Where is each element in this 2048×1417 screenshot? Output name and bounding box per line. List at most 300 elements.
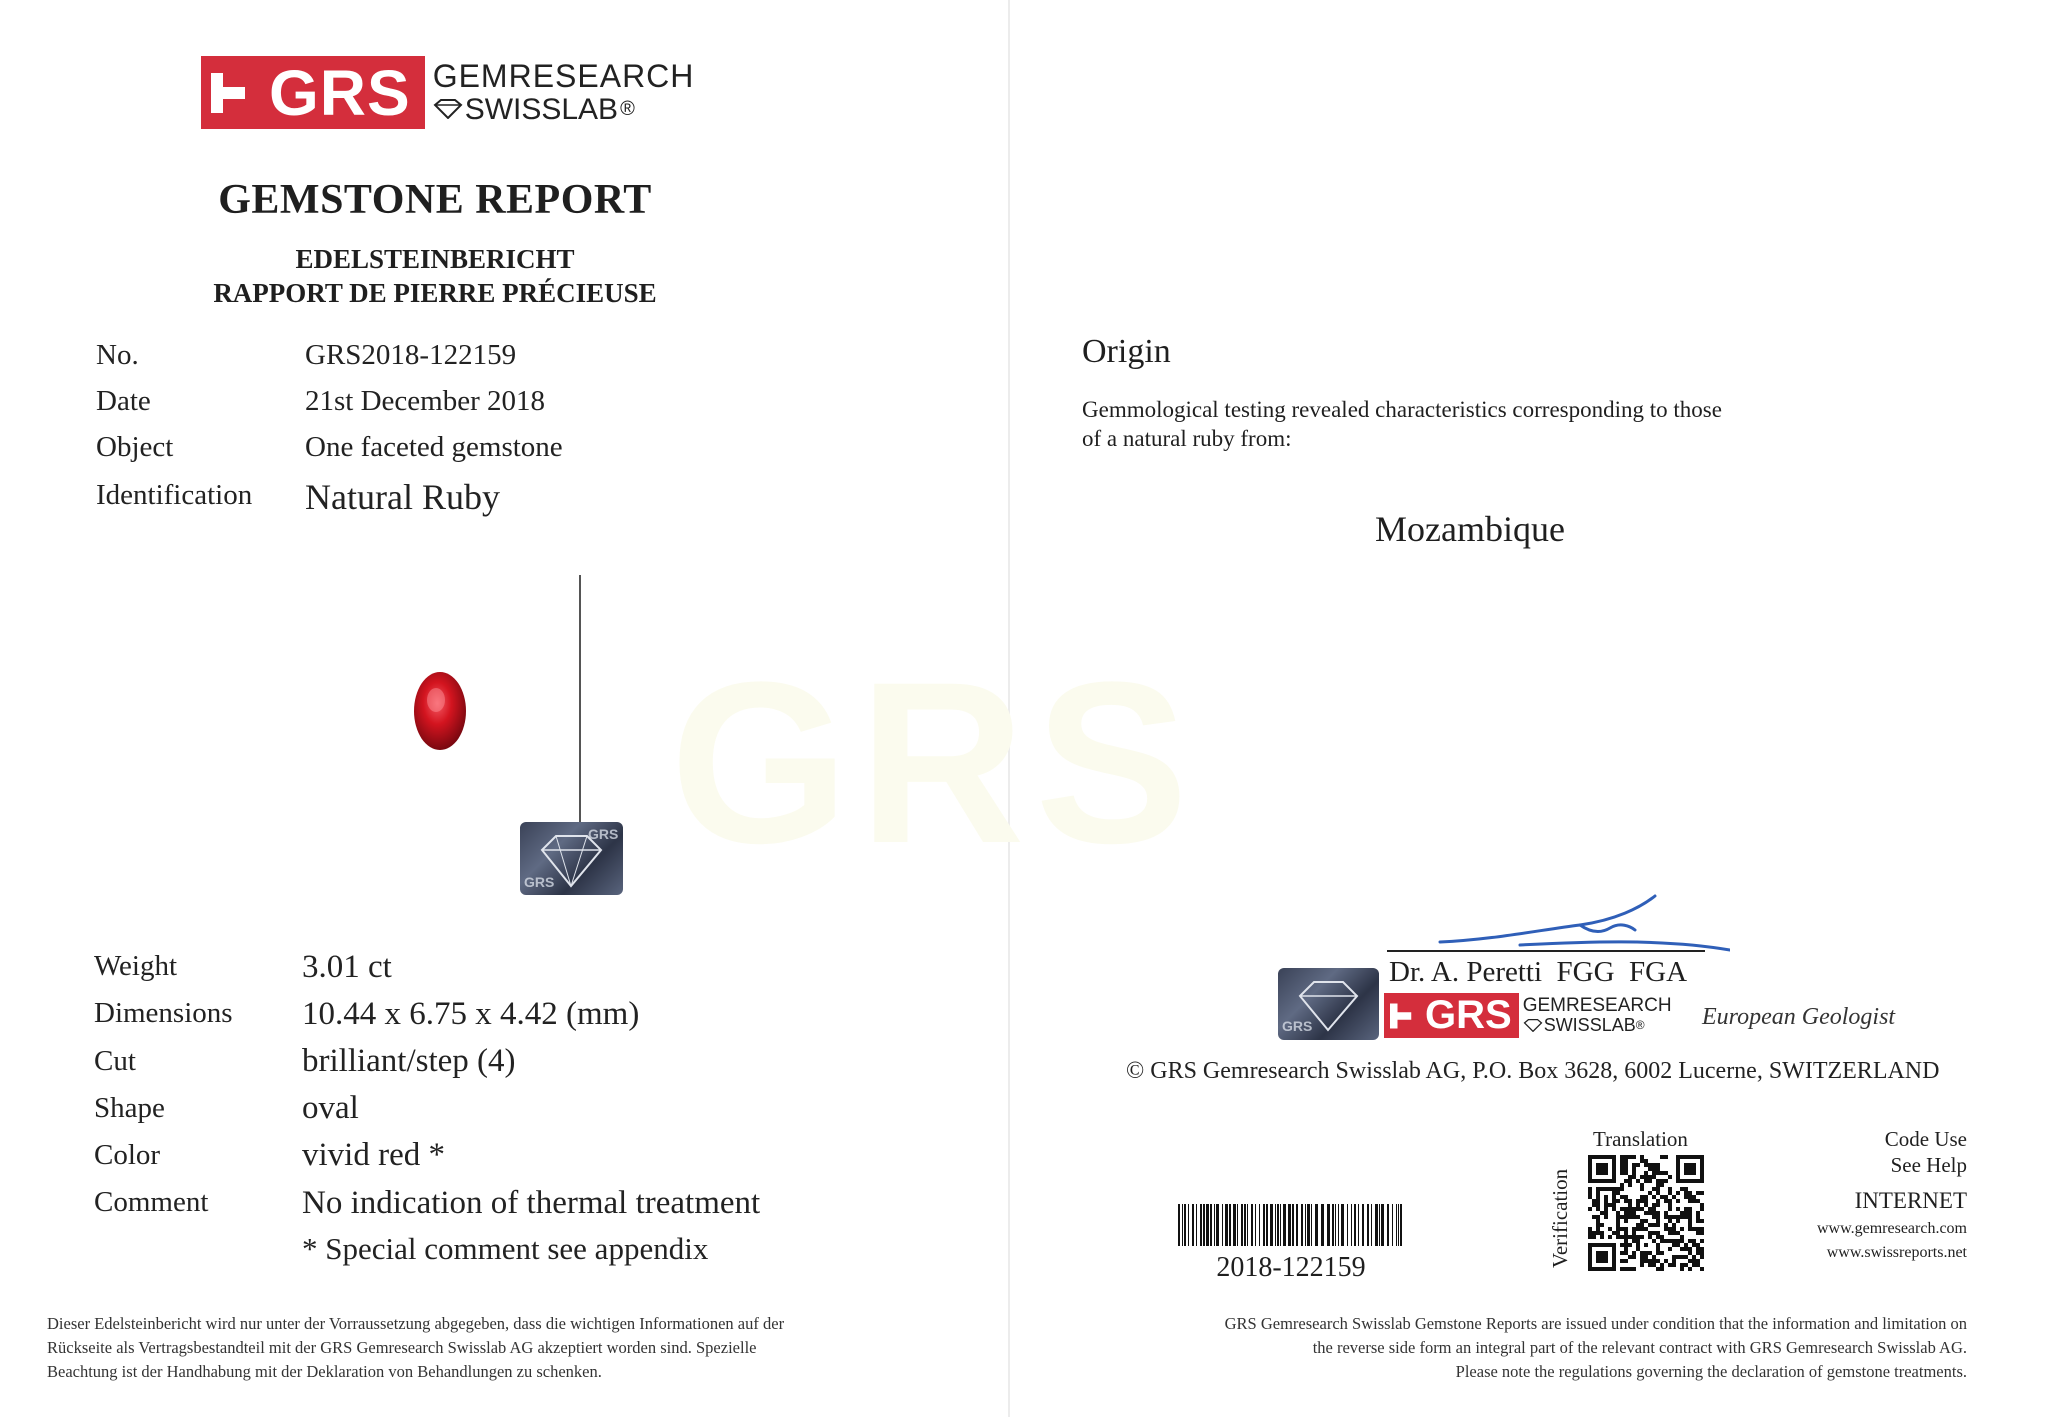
barcode-bar bbox=[1280, 1204, 1281, 1246]
qr-module bbox=[1628, 1207, 1632, 1211]
qr-module bbox=[1588, 1195, 1592, 1199]
qr-module bbox=[1676, 1219, 1680, 1223]
qr-module bbox=[1652, 1203, 1656, 1207]
qr-module bbox=[1616, 1211, 1620, 1215]
qr-module bbox=[1696, 1247, 1700, 1251]
qr-module bbox=[1632, 1163, 1636, 1167]
qr-module bbox=[1672, 1231, 1676, 1235]
qr-module bbox=[1644, 1227, 1648, 1231]
property-label-cut: Cut bbox=[94, 1045, 136, 1077]
qr-module bbox=[1652, 1167, 1656, 1171]
qr-module bbox=[1700, 1191, 1704, 1195]
qr-module bbox=[1608, 1227, 1612, 1231]
qr-module bbox=[1588, 1235, 1592, 1239]
qr-module bbox=[1616, 1215, 1620, 1219]
qr-module bbox=[1596, 1227, 1600, 1231]
barcode-bar bbox=[1379, 1204, 1380, 1246]
qr-module bbox=[1684, 1243, 1688, 1247]
origin-heading: Origin bbox=[1082, 333, 1171, 370]
qr-module bbox=[1636, 1239, 1640, 1243]
qr-module bbox=[1604, 1211, 1608, 1215]
qr-module bbox=[1656, 1243, 1660, 1247]
qr-module bbox=[1624, 1211, 1628, 1215]
qr-module bbox=[1660, 1171, 1664, 1175]
qr-module bbox=[1648, 1211, 1652, 1215]
qr-module bbox=[1604, 1199, 1608, 1203]
qr-code[interactable] bbox=[1588, 1155, 1704, 1271]
qr-module bbox=[1632, 1255, 1636, 1259]
qr-module bbox=[1684, 1211, 1688, 1215]
qr-module bbox=[1628, 1155, 1632, 1159]
barcode-bar bbox=[1188, 1204, 1189, 1246]
barcode-bar bbox=[1259, 1204, 1260, 1246]
qr-module bbox=[1700, 1207, 1704, 1211]
barcode-bar bbox=[1196, 1204, 1197, 1246]
qr-module bbox=[1616, 1191, 1620, 1195]
qr-module bbox=[1628, 1203, 1632, 1207]
report-subtitle-de: EDELSTEINBERICHT bbox=[295, 244, 575, 274]
qr-module bbox=[1688, 1207, 1692, 1211]
qr-module bbox=[1676, 1215, 1680, 1219]
qr-module bbox=[1612, 1207, 1616, 1211]
qr-module bbox=[1676, 1207, 1680, 1211]
disclaimer-en-line: GRS Gemresearch Swisslab Gemstone Reports are issued under condition that the information and limitation on bbox=[1224, 1314, 1967, 1333]
qr-module bbox=[1684, 1247, 1688, 1251]
qr-module bbox=[1640, 1155, 1644, 1159]
qr-module bbox=[1668, 1247, 1672, 1251]
qr-module bbox=[1696, 1251, 1700, 1255]
barcode-bar bbox=[1301, 1204, 1303, 1246]
qr-module bbox=[1632, 1215, 1636, 1219]
grs-watermark: GRS bbox=[670, 634, 1199, 891]
qr-module bbox=[1624, 1179, 1628, 1183]
origin-text bbox=[1082, 395, 1722, 453]
qr-module bbox=[1684, 1195, 1688, 1199]
qr-module bbox=[1660, 1155, 1664, 1159]
barcode-bar bbox=[1251, 1204, 1253, 1246]
qr-module bbox=[1700, 1203, 1704, 1207]
qr-module bbox=[1676, 1199, 1680, 1203]
barcode-bar bbox=[1266, 1204, 1268, 1246]
detail-value-no: GRS2018-122159 bbox=[305, 339, 517, 371]
help-internet: INTERNET bbox=[1854, 1188, 1967, 1213]
qr-module bbox=[1656, 1247, 1660, 1251]
qr-module bbox=[1616, 1227, 1620, 1231]
qr-module bbox=[1672, 1263, 1676, 1267]
qr-module bbox=[1696, 1259, 1700, 1263]
qr-module bbox=[1632, 1227, 1636, 1231]
qr-module bbox=[1668, 1187, 1672, 1191]
barcode-bar bbox=[1307, 1204, 1310, 1246]
disclaimer-en-line: the reverse side form an integral part of the relevant contract with GRS Gemresearch Swisslab AG. bbox=[1312, 1338, 1967, 1357]
qr-module bbox=[1624, 1215, 1628, 1219]
qr-module bbox=[1660, 1263, 1664, 1267]
qr-module bbox=[1632, 1235, 1636, 1239]
qr-module bbox=[1620, 1163, 1624, 1167]
qr-module bbox=[1664, 1215, 1668, 1219]
barcode-bar bbox=[1288, 1204, 1291, 1246]
barcode-bar bbox=[1182, 1204, 1183, 1246]
qr-module bbox=[1680, 1187, 1684, 1191]
qr-module bbox=[1620, 1171, 1624, 1175]
property-label-weight: Weight bbox=[94, 950, 178, 982]
qr-module bbox=[1620, 1267, 1624, 1271]
qr-module bbox=[1620, 1243, 1624, 1247]
signatory-name: Dr. A. Peretti FGG FGA bbox=[1389, 956, 1688, 988]
qr-module bbox=[1696, 1211, 1700, 1215]
qr-module bbox=[1684, 1263, 1688, 1267]
qr-module bbox=[1604, 1203, 1608, 1207]
qr-module bbox=[1668, 1219, 1672, 1223]
qr-module bbox=[1604, 1215, 1608, 1219]
qr-module bbox=[1656, 1219, 1660, 1223]
qr-module bbox=[1588, 1207, 1592, 1211]
qr-module bbox=[1660, 1183, 1664, 1187]
qr-module bbox=[1632, 1251, 1636, 1255]
barcode-bar bbox=[1283, 1204, 1286, 1246]
barcode-bar bbox=[1247, 1204, 1248, 1246]
diamond-icon bbox=[433, 99, 463, 119]
qr-module bbox=[1596, 1223, 1600, 1227]
qr-module bbox=[1624, 1267, 1628, 1271]
qr-module bbox=[1604, 1187, 1608, 1191]
qr-module bbox=[1608, 1235, 1612, 1239]
qr-module bbox=[1652, 1215, 1656, 1219]
qr-module bbox=[1656, 1191, 1660, 1195]
ruby-photo bbox=[412, 670, 468, 752]
qr-module bbox=[1684, 1207, 1688, 1211]
qr-module bbox=[1684, 1187, 1688, 1191]
qr-module bbox=[1628, 1215, 1632, 1219]
qr-module bbox=[1640, 1235, 1644, 1239]
qr-module bbox=[1628, 1183, 1632, 1187]
swiss-cross-icon bbox=[1390, 1001, 1420, 1031]
qr-module bbox=[1656, 1199, 1660, 1203]
qr-module bbox=[1616, 1235, 1620, 1239]
qr-module bbox=[1632, 1239, 1636, 1243]
qr-module bbox=[1616, 1223, 1620, 1227]
barcode-bar bbox=[1241, 1204, 1243, 1246]
report-subtitle-fr: RAPPORT DE PIERRE PRÉCIEUSE bbox=[213, 278, 657, 308]
qr-module bbox=[1596, 1195, 1600, 1199]
qr-module bbox=[1624, 1251, 1628, 1255]
property-value-dimensions: 10.44 x 6.75 x 4.42 (mm) bbox=[302, 996, 640, 1032]
qr-module bbox=[1616, 1199, 1620, 1203]
qr-module bbox=[1648, 1251, 1652, 1255]
qr-module bbox=[1696, 1219, 1700, 1223]
barcode-bar bbox=[1292, 1204, 1294, 1246]
qr-module bbox=[1700, 1255, 1704, 1259]
qr-module bbox=[1644, 1243, 1648, 1247]
qr-module bbox=[1656, 1231, 1660, 1235]
qr-module bbox=[1656, 1267, 1660, 1271]
qr-module bbox=[1680, 1215, 1684, 1219]
qr-module bbox=[1620, 1167, 1624, 1171]
qr-module bbox=[1648, 1223, 1652, 1227]
qr-module bbox=[1680, 1235, 1684, 1239]
qr-module bbox=[1632, 1207, 1636, 1211]
detail-value-identification: Natural Ruby bbox=[305, 477, 500, 517]
qr-module bbox=[1628, 1243, 1632, 1247]
qr-module bbox=[1688, 1199, 1692, 1203]
qr-module bbox=[1672, 1243, 1676, 1247]
qr-module bbox=[1688, 1259, 1692, 1263]
qr-module bbox=[1700, 1227, 1704, 1231]
special-comment-note: * Special comment see appendix bbox=[302, 1231, 709, 1266]
qr-module bbox=[1592, 1215, 1596, 1219]
qr-module bbox=[1652, 1255, 1656, 1259]
qr-module bbox=[1596, 1251, 1608, 1263]
qr-module bbox=[1648, 1191, 1652, 1195]
qr-module bbox=[1676, 1243, 1680, 1247]
qr-module bbox=[1656, 1211, 1660, 1215]
barcode bbox=[1178, 1204, 1404, 1246]
qr-module bbox=[1688, 1219, 1692, 1223]
barcode-bar bbox=[1296, 1204, 1298, 1246]
qr-module bbox=[1612, 1187, 1616, 1191]
qr-module bbox=[1648, 1235, 1652, 1239]
qr-module bbox=[1628, 1267, 1632, 1271]
qr-module bbox=[1592, 1199, 1596, 1203]
qr-module bbox=[1628, 1175, 1632, 1179]
qr-module bbox=[1676, 1255, 1680, 1259]
qr-module bbox=[1656, 1171, 1660, 1175]
barcode-bar bbox=[1225, 1204, 1228, 1246]
qr-module bbox=[1696, 1263, 1700, 1267]
property-value-cut: brilliant/step (4) bbox=[302, 1043, 516, 1079]
qr-module bbox=[1652, 1231, 1656, 1235]
qr-module bbox=[1652, 1187, 1656, 1191]
qr-module bbox=[1624, 1195, 1628, 1199]
detail-label-no: No. bbox=[96, 339, 139, 371]
help-line2: See Help bbox=[1890, 1153, 1967, 1177]
qr-module bbox=[1696, 1199, 1700, 1203]
qr-module bbox=[1668, 1239, 1672, 1243]
qr-module bbox=[1628, 1199, 1632, 1203]
qr-module bbox=[1656, 1251, 1660, 1255]
help-line1: Code Use bbox=[1884, 1127, 1967, 1151]
qr-module bbox=[1636, 1179, 1640, 1183]
qr-module bbox=[1700, 1247, 1704, 1251]
qr-module bbox=[1620, 1215, 1624, 1219]
barcode-bar bbox=[1210, 1204, 1212, 1246]
qr-module bbox=[1644, 1255, 1648, 1259]
qr-module bbox=[1692, 1227, 1696, 1231]
help-link-gemresearch[interactable]: www.gemresearch.com bbox=[1816, 1220, 1967, 1237]
logo-registered: ® bbox=[1635, 1018, 1645, 1033]
qr-module bbox=[1668, 1207, 1672, 1211]
barcode-bar bbox=[1367, 1204, 1369, 1246]
detail-value-date: 21st December 2018 bbox=[305, 385, 545, 417]
qr-module bbox=[1640, 1195, 1644, 1199]
barcode-bar bbox=[1351, 1204, 1352, 1246]
qr-module bbox=[1636, 1215, 1640, 1219]
qr-module bbox=[1604, 1195, 1608, 1199]
qr-module bbox=[1664, 1211, 1668, 1215]
qr-module bbox=[1636, 1163, 1640, 1167]
qr-module bbox=[1668, 1263, 1672, 1267]
logo-line2: SWISSLAB bbox=[464, 92, 619, 126]
qr-module bbox=[1632, 1155, 1636, 1159]
qr-module bbox=[1672, 1255, 1676, 1259]
barcode-bar bbox=[1332, 1204, 1334, 1246]
qr-module bbox=[1692, 1259, 1696, 1263]
qr-module bbox=[1684, 1163, 1696, 1175]
disclaimer-en-line: Please note the regulations governing the declaration of gemstone treatments. bbox=[1455, 1362, 1967, 1381]
qr-module bbox=[1624, 1235, 1628, 1239]
qr-module bbox=[1680, 1227, 1684, 1231]
qr-module bbox=[1640, 1263, 1644, 1267]
qr-module bbox=[1668, 1227, 1672, 1231]
qr-module bbox=[1696, 1227, 1700, 1231]
help-link-swissreports[interactable]: www.swissreports.net bbox=[1826, 1244, 1967, 1261]
qr-module bbox=[1644, 1251, 1648, 1255]
qr-module bbox=[1588, 1187, 1592, 1191]
qr-module bbox=[1656, 1259, 1660, 1263]
disclaimer-de-line: Beachtung ist der Handhabung mit der Deklaration von Behandlungen zu schenken. bbox=[47, 1362, 602, 1381]
logo-mark: GRS bbox=[1425, 993, 1512, 1037]
barcode-bar bbox=[1341, 1204, 1344, 1246]
barcode-bar bbox=[1244, 1204, 1246, 1246]
qr-module bbox=[1644, 1159, 1648, 1163]
qr-module bbox=[1692, 1243, 1696, 1247]
qr-module bbox=[1700, 1251, 1704, 1255]
qr-module bbox=[1644, 1163, 1648, 1167]
qr-module bbox=[1696, 1215, 1700, 1219]
barcode-bar bbox=[1354, 1204, 1356, 1246]
barcode-bar bbox=[1311, 1204, 1312, 1246]
qr-module bbox=[1700, 1267, 1704, 1271]
origin-country: Mozambique bbox=[1375, 509, 1565, 549]
barcode-bar bbox=[1362, 1204, 1364, 1246]
qr-module bbox=[1616, 1231, 1620, 1235]
qr-module bbox=[1664, 1223, 1668, 1227]
logo-mark: GRS bbox=[269, 56, 411, 129]
property-value-color: vivid red * bbox=[302, 1137, 445, 1173]
barcode-bar bbox=[1381, 1204, 1384, 1246]
qr-module bbox=[1624, 1155, 1628, 1159]
property-label-color: Color bbox=[94, 1139, 161, 1171]
qr-top-label: Translation bbox=[1593, 1127, 1688, 1151]
qr-module bbox=[1640, 1183, 1644, 1187]
qr-module bbox=[1620, 1187, 1624, 1191]
qr-module bbox=[1632, 1267, 1636, 1271]
barcode-bar bbox=[1335, 1204, 1336, 1246]
qr-module bbox=[1644, 1175, 1648, 1179]
qr-module bbox=[1644, 1171, 1648, 1175]
barcode-bar bbox=[1387, 1204, 1389, 1246]
qr-module bbox=[1660, 1239, 1664, 1243]
qr-module bbox=[1624, 1231, 1628, 1235]
qr-module bbox=[1648, 1167, 1652, 1171]
qr-module bbox=[1652, 1211, 1656, 1215]
qr-module bbox=[1668, 1215, 1672, 1219]
qr-module bbox=[1624, 1259, 1628, 1263]
logo-line1: GEMRESEARCH bbox=[1522, 995, 1672, 1017]
barcode-bar bbox=[1206, 1204, 1209, 1246]
qr-module bbox=[1596, 1191, 1600, 1195]
barcode-bar bbox=[1178, 1204, 1180, 1246]
detail-value-object: One faceted gemstone bbox=[305, 431, 563, 463]
photo-divider bbox=[579, 575, 581, 825]
qr-module bbox=[1592, 1203, 1596, 1207]
qr-module bbox=[1636, 1207, 1640, 1211]
qr-module bbox=[1696, 1231, 1700, 1235]
disclaimer-de-line: Rückseite als Vertragsbestandteil mit der GRS Gemresearch Swisslab AG akzeptiert worden sind. Spezielle bbox=[47, 1338, 757, 1357]
signature-line bbox=[1387, 950, 1705, 952]
security-hologram bbox=[1278, 968, 1379, 1040]
qr-module bbox=[1592, 1235, 1596, 1239]
qr-module bbox=[1656, 1235, 1660, 1239]
qr-module bbox=[1644, 1195, 1648, 1199]
qr-module bbox=[1596, 1163, 1608, 1175]
barcode-bar bbox=[1214, 1204, 1215, 1246]
disclaimer-de-line: Dieser Edelsteinbericht wird nur unter der Vorraussetzung abgegeben, dass die wichtigen Informationen auf der bbox=[47, 1314, 785, 1333]
qr-module bbox=[1668, 1203, 1672, 1207]
barcode-bar bbox=[1222, 1204, 1223, 1246]
qr-module bbox=[1640, 1251, 1644, 1255]
qr-module bbox=[1700, 1219, 1704, 1223]
barcode-bar bbox=[1396, 1204, 1397, 1246]
qr-module bbox=[1640, 1259, 1644, 1263]
qr-module bbox=[1596, 1219, 1600, 1223]
grs-logo-small bbox=[1384, 993, 1672, 1038]
qr-module bbox=[1696, 1243, 1700, 1247]
hologram-text: GRS bbox=[524, 874, 555, 890]
qr-module bbox=[1620, 1159, 1624, 1163]
qr-module bbox=[1620, 1207, 1624, 1211]
qr-module bbox=[1636, 1243, 1640, 1247]
property-value-comment: No indication of thermal treatment bbox=[302, 1185, 761, 1221]
qr-module bbox=[1660, 1251, 1664, 1255]
barcode-bar bbox=[1392, 1204, 1393, 1246]
qr-module bbox=[1632, 1231, 1636, 1235]
qr-module bbox=[1624, 1171, 1628, 1175]
qr-module bbox=[1648, 1175, 1652, 1179]
lab-address: © GRS Gemresearch Swisslab AG, P.O. Box 3628, 6002 Lucerne, SWITZERLAND bbox=[1126, 1058, 1940, 1084]
qr-module bbox=[1648, 1231, 1652, 1235]
qr-module bbox=[1656, 1163, 1660, 1167]
qr-module bbox=[1680, 1239, 1684, 1243]
qr-module bbox=[1620, 1227, 1624, 1231]
qr-module bbox=[1648, 1179, 1652, 1183]
qr-module bbox=[1664, 1227, 1668, 1231]
qr-module bbox=[1624, 1219, 1628, 1223]
qr-module bbox=[1652, 1163, 1656, 1167]
logo-line2: SWISSLAB bbox=[1543, 1015, 1636, 1036]
qr-module bbox=[1600, 1235, 1604, 1239]
qr-module bbox=[1652, 1263, 1656, 1267]
qr-module bbox=[1628, 1211, 1632, 1215]
barcode-bar bbox=[1192, 1204, 1194, 1246]
qr-module bbox=[1596, 1203, 1600, 1207]
qr-module bbox=[1640, 1227, 1644, 1231]
qr-module bbox=[1596, 1207, 1600, 1211]
qr-module bbox=[1624, 1167, 1628, 1171]
qr-module bbox=[1640, 1219, 1644, 1223]
qr-module bbox=[1628, 1235, 1632, 1239]
qr-module bbox=[1668, 1231, 1672, 1235]
logo-registered: ® bbox=[620, 97, 635, 120]
grs-logo bbox=[201, 56, 694, 129]
qr-module bbox=[1632, 1167, 1636, 1171]
qr-module bbox=[1600, 1231, 1604, 1235]
qr-module bbox=[1668, 1199, 1672, 1203]
qr-module bbox=[1600, 1223, 1604, 1227]
swiss-cross-icon bbox=[211, 69, 259, 117]
qr-module bbox=[1628, 1179, 1632, 1183]
qr-module bbox=[1652, 1259, 1656, 1263]
